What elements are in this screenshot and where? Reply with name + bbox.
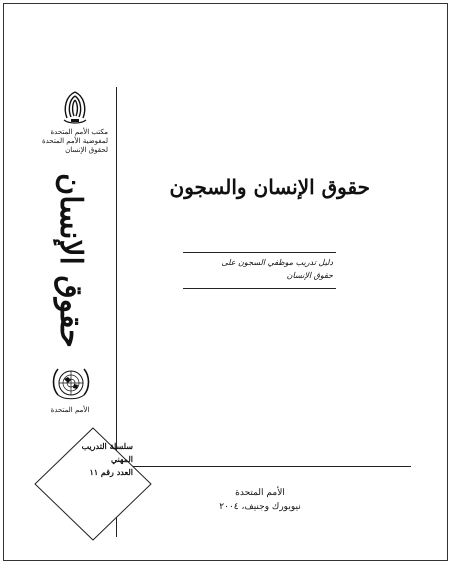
page-title: حقوق الإنسان والسجون: [169, 175, 370, 199]
ohchr-line: مكتب الأمم المتحدة: [50, 128, 108, 136]
publisher-info: [200, 486, 320, 514]
un-label: الأمم المتحدة: [50, 406, 90, 414]
vertical-title: [40, 172, 100, 348]
subtitle-bottom-rule: [183, 288, 336, 289]
series-line: سلسلة التدريب: [81, 441, 133, 451]
un-emblem-icon: [50, 362, 92, 404]
publisher-line: الأمم المتحدة: [235, 488, 285, 498]
ohchr-line: لحقوق الإنسان: [65, 146, 108, 154]
ohchr-emblem-icon: [58, 88, 92, 126]
subtitle-line: حقوق الإنسان: [286, 271, 333, 280]
bottom-divider: [116, 466, 411, 467]
ohchr-line: لمفوضية الأمم المتحدة: [41, 137, 108, 145]
publisher-line: نيويورك وجنيف، ٢٠٠٤: [219, 502, 301, 512]
series-line: المهني: [110, 454, 133, 464]
series-label: [55, 440, 133, 479]
series-line: العدد رقم ١١: [89, 467, 133, 477]
subtitle: [183, 256, 333, 282]
ohchr-label: [28, 128, 108, 155]
vertical-title-text: حقوق الإنسان: [52, 172, 88, 348]
subtitle-top-rule: [183, 252, 336, 253]
subtitle-line: دليل تدريب موظفي السجون على: [221, 258, 333, 267]
